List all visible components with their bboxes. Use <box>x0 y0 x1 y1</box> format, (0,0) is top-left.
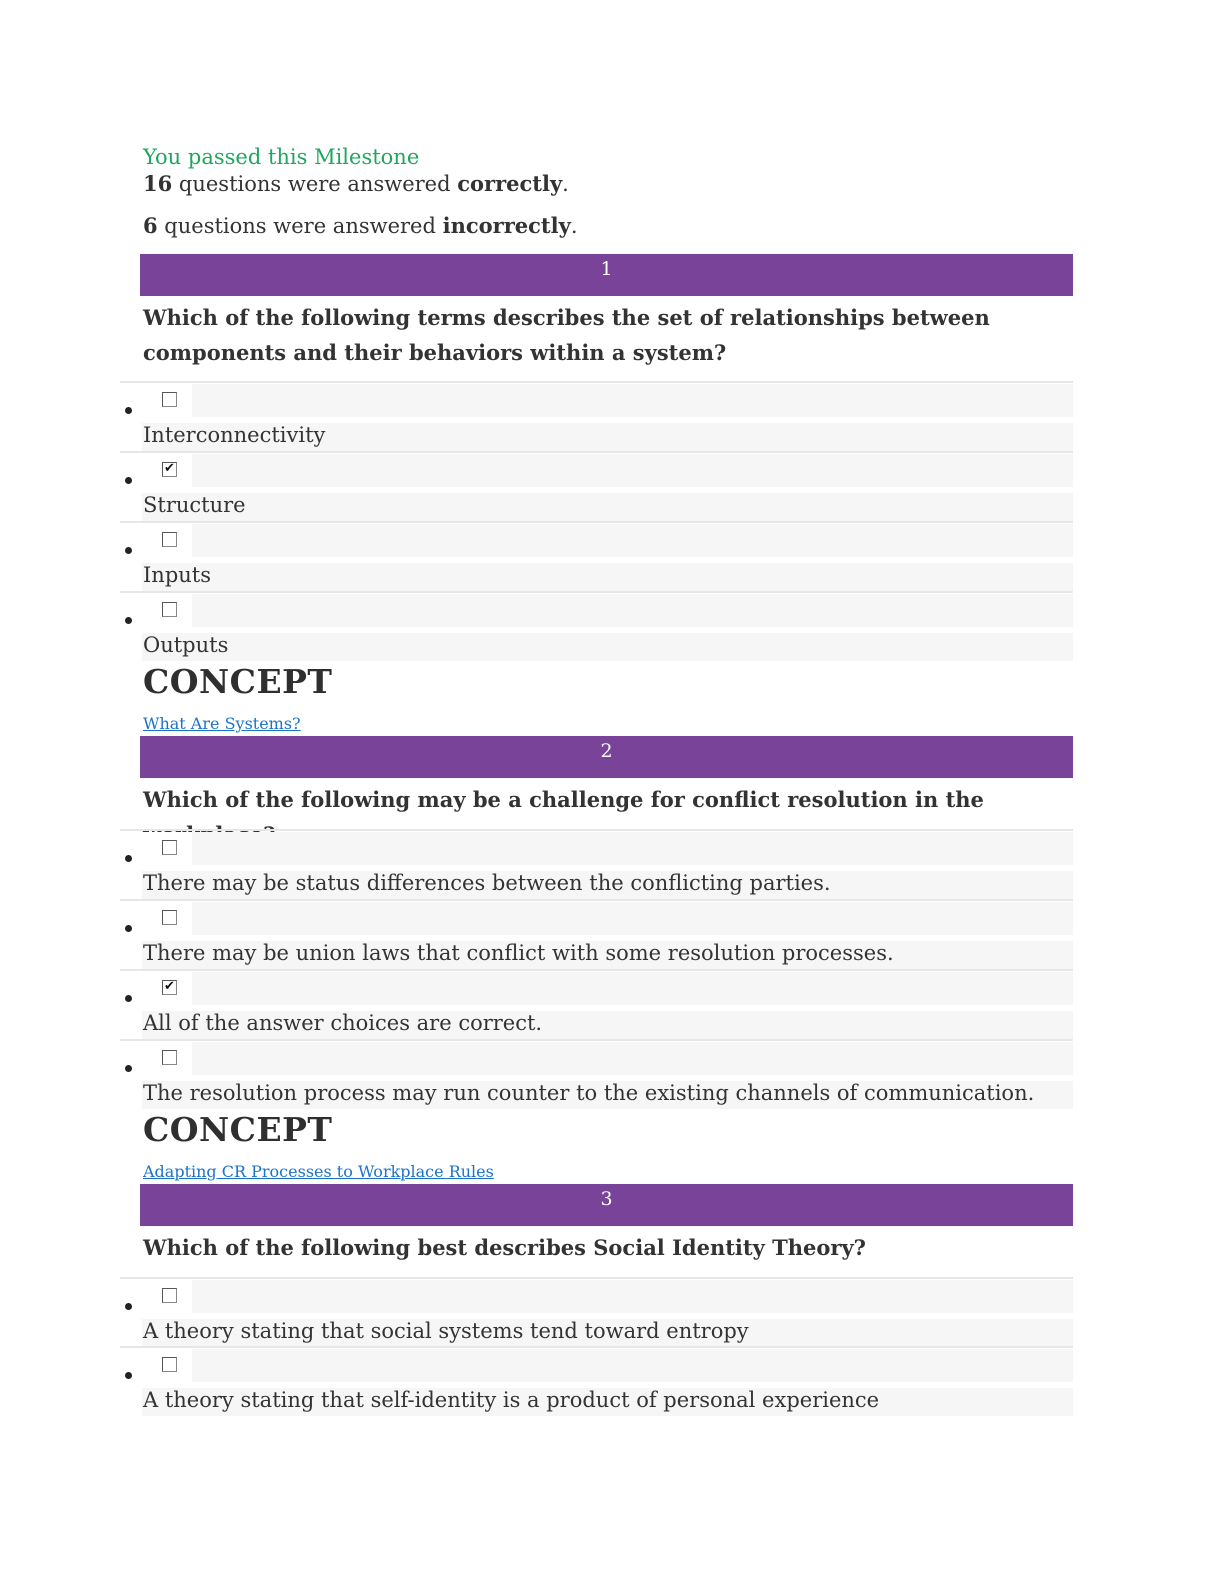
answer-label: Inputs <box>143 563 212 587</box>
answer-option <box>120 829 1073 899</box>
checkbox-cell <box>142 454 192 487</box>
answer-option <box>120 969 1073 1039</box>
answer-checkbox[interactable] <box>162 910 177 925</box>
bullet-icon <box>125 407 132 414</box>
checkbox-cell <box>142 832 192 865</box>
checkbox-row <box>142 1349 1073 1382</box>
option-divider <box>120 591 1073 593</box>
bullet-icon <box>125 1372 132 1379</box>
checkbox-row <box>142 972 1073 1005</box>
checkbox-row <box>142 384 1073 417</box>
checkbox-row <box>142 1042 1073 1075</box>
bullet-icon <box>125 855 132 862</box>
question-text: Which of the following best describes Social Identity Theory? <box>143 1235 866 1260</box>
incorrect-summary <box>143 212 578 240</box>
answer-option <box>120 1277 1073 1347</box>
concept-link[interactable]: Adapting CR Processes to Workplace Rules <box>143 1162 494 1181</box>
option-divider <box>120 829 1073 831</box>
option-divider <box>120 899 1073 901</box>
bullet-icon <box>125 1065 132 1072</box>
incorrect-word: incorrectly <box>442 213 571 238</box>
checkbox-row <box>142 832 1073 865</box>
answer-checkbox[interactable] <box>162 532 177 547</box>
milestone-status: You passed this Milestone <box>143 145 420 169</box>
answer-label: A theory stating that social systems tend toward entropy <box>143 1319 749 1343</box>
bullet-icon <box>125 547 132 554</box>
checkbox-cell <box>142 594 192 627</box>
bullet-icon <box>125 1303 132 1310</box>
checkbox-cell <box>142 902 192 935</box>
bullet-icon <box>125 617 132 624</box>
answer-option <box>120 899 1073 969</box>
answer-option <box>120 451 1073 521</box>
option-divider <box>120 1039 1073 1041</box>
checkbox-cell <box>142 1280 192 1313</box>
answer-checkbox-checked[interactable]: ✔ <box>162 980 177 995</box>
correct-period: . <box>562 172 569 196</box>
answer-label: There may be status differences between the conflicting parties. <box>143 871 831 895</box>
answer-label: Outputs <box>143 633 229 657</box>
correct-count: 16 <box>143 171 173 196</box>
answer-checkbox[interactable] <box>162 1050 177 1065</box>
answer-checkbox[interactable] <box>162 602 177 617</box>
answer-checkbox[interactable] <box>162 1288 177 1303</box>
answer-option <box>120 1039 1073 1109</box>
option-divider <box>120 1346 1073 1348</box>
answer-label: Structure <box>143 493 246 517</box>
answer-label: The resolution process may run counter to the existing channels of communication. <box>143 1081 1035 1105</box>
label-row <box>142 493 1073 521</box>
answer-label: All of the answer choices are correct. <box>143 1011 543 1035</box>
checkbox-cell <box>142 524 192 557</box>
question-text: Which of the following may be a challenge for conflict resolution in the <box>143 787 984 812</box>
concept-heading: CONCEPT <box>143 662 333 701</box>
checkbox-row <box>142 454 1073 487</box>
option-divider <box>120 521 1073 523</box>
correct-text: questions were answered <box>172 172 458 196</box>
answer-option <box>120 381 1073 451</box>
incorrect-count: 6 <box>143 213 158 238</box>
option-divider <box>120 969 1073 971</box>
question-number-bar: 2 <box>140 736 1073 778</box>
checkbox-row <box>142 902 1073 935</box>
answer-label: Interconnectivity <box>143 423 326 447</box>
concept-link[interactable]: What Are Systems? <box>143 714 301 733</box>
checkbox-cell <box>142 1042 192 1075</box>
answer-checkbox-checked[interactable]: ✔ <box>162 462 177 477</box>
bullet-icon <box>125 995 132 1002</box>
label-row <box>142 563 1073 591</box>
incorrect-period: . <box>570 214 578 238</box>
answer-label: There may be union laws that conflict with some resolution processes. <box>143 941 894 965</box>
option-divider <box>120 451 1073 453</box>
concept-heading: CONCEPT <box>143 1110 333 1149</box>
checkbox-cell <box>142 1349 192 1382</box>
correct-word: correctly <box>457 171 563 196</box>
bullet-icon <box>125 925 132 932</box>
question-number-bar: 1 <box>140 254 1073 296</box>
answer-checkbox[interactable] <box>162 392 177 407</box>
question-number-bar: 3 <box>140 1184 1073 1226</box>
answer-checkbox[interactable] <box>162 840 177 855</box>
bullet-icon <box>125 477 132 484</box>
option-divider <box>120 381 1073 383</box>
checkbox-row <box>142 524 1073 557</box>
checkbox-row <box>142 1280 1073 1313</box>
answer-label: A theory stating that self-identity is a product of personal experience <box>143 1388 880 1412</box>
label-row <box>142 633 1073 661</box>
correct-summary <box>143 170 569 198</box>
answer-option <box>120 521 1073 591</box>
checkbox-row <box>142 594 1073 627</box>
checkbox-cell <box>142 384 192 417</box>
option-divider <box>120 1277 1073 1279</box>
incorrect-text: questions were answered <box>157 214 443 238</box>
answer-option <box>120 591 1073 661</box>
answer-option <box>120 1346 1073 1416</box>
answer-checkbox[interactable] <box>162 1357 177 1372</box>
question-text: Which of the following terms describes the set of relationships between components and their behaviors within a system? <box>143 305 990 365</box>
checkbox-cell <box>142 972 192 1005</box>
